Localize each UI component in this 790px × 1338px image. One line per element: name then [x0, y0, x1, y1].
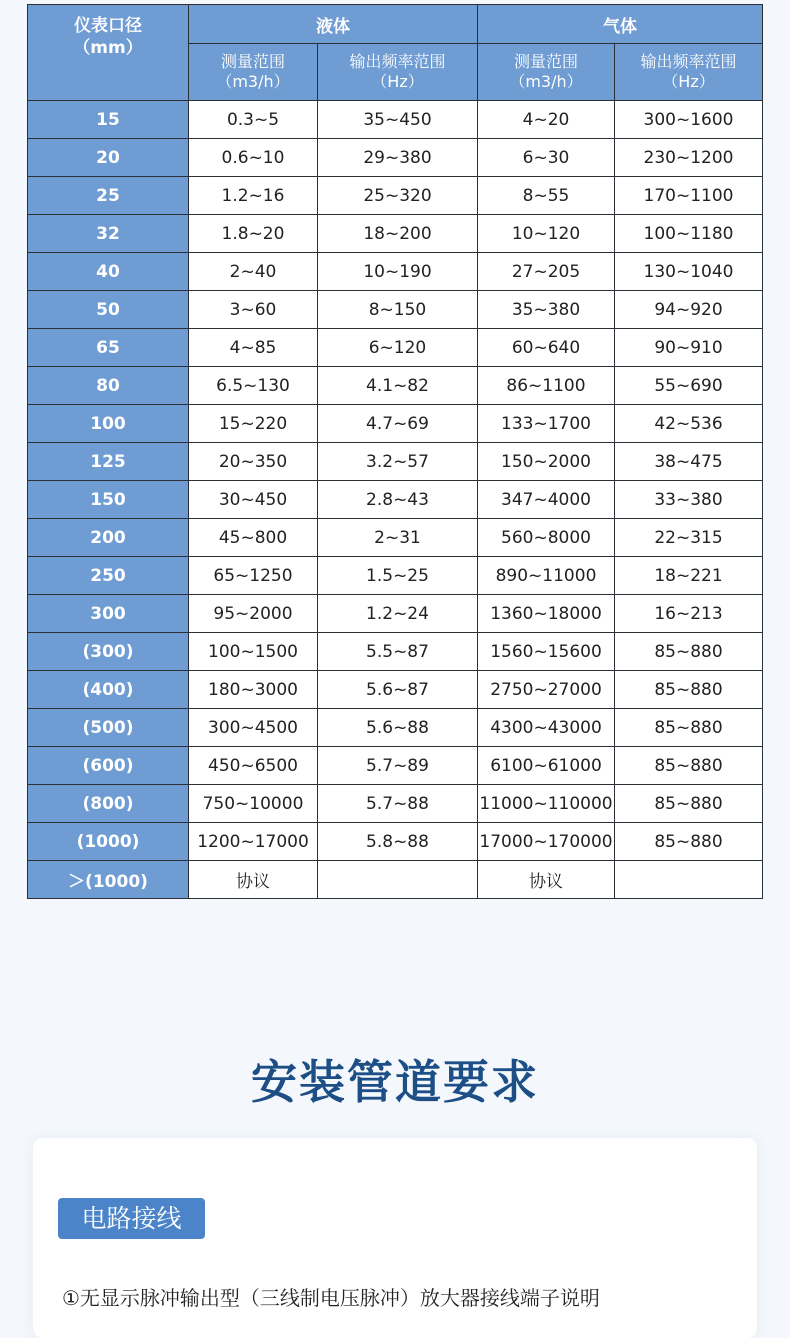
- table-row: [28, 291, 763, 329]
- gas-freq-header: [615, 44, 763, 101]
- diameter-cell: (500): [28, 709, 189, 747]
- table-row: [28, 443, 763, 481]
- gas-freq-cell: 85~880: [615, 823, 763, 861]
- liquid-flow-label: 测量范围: [220, 52, 285, 71]
- table-row: [28, 481, 763, 519]
- diameter-cell: 32: [28, 215, 189, 253]
- gas-freq-cell: 55~690: [615, 367, 763, 405]
- liquid-freq-cell: 5.7~88: [318, 785, 478, 823]
- gas-freq-cell: 42~536: [615, 405, 763, 443]
- liquid-flow-cell: 65~1250: [189, 557, 318, 595]
- spec-table: [27, 4, 763, 899]
- gas-freq-cell: 300~1600: [615, 101, 763, 139]
- liquid-flow-cell: 30~450: [189, 481, 318, 519]
- gas-flow-cell: 1560~15600: [478, 633, 615, 671]
- diameter-cell: 20: [28, 139, 189, 177]
- liquid-freq-cell: 3.2~57: [318, 443, 478, 481]
- diameter-cell: ＞(1000): [28, 861, 189, 899]
- table-row: [28, 557, 763, 595]
- liquid-freq-cell: 5.5~87: [318, 633, 478, 671]
- gas-freq-cell: 130~1040: [615, 253, 763, 291]
- table-row: [28, 785, 763, 823]
- table-row: [28, 595, 763, 633]
- liquid-flow-cell: 750~10000: [189, 785, 318, 823]
- table-row: [28, 747, 763, 785]
- gas-freq-cell: 18~221: [615, 557, 763, 595]
- gas-freq-cell: 85~880: [615, 671, 763, 709]
- gas-flow-cell: 4~20: [478, 101, 615, 139]
- wiring-note: ①无显示脉冲输出型（三线制电压脉冲）放大器接线端子说明: [62, 1286, 600, 1310]
- liquid-flow-cell: 3~60: [189, 291, 318, 329]
- liquid-freq-cell: 2~31: [318, 519, 478, 557]
- liquid-flow-cell: 100~1500: [189, 633, 318, 671]
- table-row: [28, 861, 763, 899]
- gas-freq-cell: 85~880: [615, 633, 763, 671]
- diameter-cell: 150: [28, 481, 189, 519]
- diameter-cell: 80: [28, 367, 189, 405]
- liquid-freq-cell: 5.6~87: [318, 671, 478, 709]
- liquid-freq-cell: 29~380: [318, 139, 478, 177]
- table-row: [28, 405, 763, 443]
- liquid-flow-cell: 450~6500: [189, 747, 318, 785]
- liquid-freq-cell: 5.6~88: [318, 709, 478, 747]
- diameter-cell: (400): [28, 671, 189, 709]
- liquid-flow-cell: 1.8~20: [189, 215, 318, 253]
- diameter-cell: 50: [28, 291, 189, 329]
- gas-flow-cell: 890~11000: [478, 557, 615, 595]
- gas-freq-cell: 170~1100: [615, 177, 763, 215]
- gas-flow-cell: 560~8000: [478, 519, 615, 557]
- liquid-freq-cell: 10~190: [318, 253, 478, 291]
- gas-freq-cell: 22~315: [615, 519, 763, 557]
- gas-flow-cell: 347~4000: [478, 481, 615, 519]
- liquid-flow-header: [189, 44, 318, 101]
- liquid-flow-cell: 45~800: [189, 519, 318, 557]
- gas-freq-cell: 85~880: [615, 747, 763, 785]
- diameter-cell: 125: [28, 443, 189, 481]
- liquid-freq-cell: 4.1~82: [318, 367, 478, 405]
- table-row: [28, 633, 763, 671]
- gas-freq-cell: 85~880: [615, 785, 763, 823]
- table-row: [28, 367, 763, 405]
- diameter-cell: 15: [28, 101, 189, 139]
- gas-flow-cell: 10~120: [478, 215, 615, 253]
- liquid-flow-cell: 1200~17000: [189, 823, 318, 861]
- gas-flow-cell: 2750~27000: [478, 671, 615, 709]
- table-row: [28, 177, 763, 215]
- liquid-freq-cell: 1.5~25: [318, 557, 478, 595]
- table-row: [28, 253, 763, 291]
- table-row: [28, 101, 763, 139]
- liquid-flow-cell: 6.5~130: [189, 367, 318, 405]
- liquid-freq-cell: 6~120: [318, 329, 478, 367]
- liquid-freq-unit: （Hz）: [371, 72, 424, 91]
- liquid-flow-cell: 2~40: [189, 253, 318, 291]
- gas-flow-cell: 1360~18000: [478, 595, 615, 633]
- gas-freq-cell: 100~1180: [615, 215, 763, 253]
- liquid-flow-cell: 180~3000: [189, 671, 318, 709]
- table-row: [28, 519, 763, 557]
- gas-freq-cell: 16~213: [615, 595, 763, 633]
- liquid-flow-cell: 协议: [189, 861, 318, 899]
- gas-flow-cell: 6100~61000: [478, 747, 615, 785]
- gas-freq-cell: 230~1200: [615, 139, 763, 177]
- diameter-header: [28, 5, 189, 101]
- gas-flow-label: 测量范围: [513, 52, 578, 71]
- liquid-freq-cell: [318, 861, 478, 899]
- liquid-freq-cell: 4.7~69: [318, 405, 478, 443]
- diameter-unit: （mm）: [73, 38, 143, 58]
- diameter-cell: 200: [28, 519, 189, 557]
- liquid-flow-cell: 0.6~10: [189, 139, 318, 177]
- diameter-cell: (600): [28, 747, 189, 785]
- header-row-1: [28, 5, 763, 44]
- diameter-cell: 25: [28, 177, 189, 215]
- liquid-flow-cell: 15~220: [189, 405, 318, 443]
- diameter-cell: (800): [28, 785, 189, 823]
- diameter-cell: 65: [28, 329, 189, 367]
- liquid-flow-cell: 0.3~5: [189, 101, 318, 139]
- liquid-freq-cell: 25~320: [318, 177, 478, 215]
- gas-freq-cell: 94~920: [615, 291, 763, 329]
- diameter-cell: 100: [28, 405, 189, 443]
- gas-header: 气体: [478, 5, 763, 44]
- gas-freq-cell: 85~880: [615, 709, 763, 747]
- liquid-freq-header: [318, 44, 478, 101]
- gas-freq-label: 输出频率范围: [640, 52, 737, 71]
- gas-flow-cell: 协议: [478, 861, 615, 899]
- liquid-freq-cell: 18~200: [318, 215, 478, 253]
- gas-flow-cell: 6~30: [478, 139, 615, 177]
- diameter-cell: (300): [28, 633, 189, 671]
- gas-flow-cell: 4300~43000: [478, 709, 615, 747]
- gas-flow-cell: 133~1700: [478, 405, 615, 443]
- diameter-cell: 250: [28, 557, 189, 595]
- gas-freq-cell: 38~475: [615, 443, 763, 481]
- liquid-flow-unit: （m3/h）: [216, 72, 290, 91]
- table-row: [28, 215, 763, 253]
- section-title: 安装管道要求: [251, 1055, 539, 1109]
- table-row: [28, 329, 763, 367]
- gas-flow-cell: 27~205: [478, 253, 615, 291]
- liquid-header: 液体: [189, 5, 478, 44]
- gas-freq-cell: 90~910: [615, 329, 763, 367]
- table-row: [28, 709, 763, 747]
- gas-freq-cell: [615, 861, 763, 899]
- gas-flow-header: [478, 44, 615, 101]
- liquid-freq-cell: 1.2~24: [318, 595, 478, 633]
- gas-flow-cell: 86~1100: [478, 367, 615, 405]
- liquid-freq-label: 输出频率范围: [349, 52, 446, 71]
- table-row: [28, 139, 763, 177]
- gas-flow-cell: 150~2000: [478, 443, 615, 481]
- liquid-freq-cell: 5.7~89: [318, 747, 478, 785]
- liquid-flow-cell: 4~85: [189, 329, 318, 367]
- liquid-flow-cell: 95~2000: [189, 595, 318, 633]
- diameter-cell: 40: [28, 253, 189, 291]
- gas-flow-cell: 35~380: [478, 291, 615, 329]
- table-row: [28, 671, 763, 709]
- gas-flow-cell: 8~55: [478, 177, 615, 215]
- table-row: [28, 823, 763, 861]
- gas-flow-unit: （m3/h）: [509, 72, 583, 91]
- liquid-flow-cell: 300~4500: [189, 709, 318, 747]
- spec-table-body: [28, 101, 763, 899]
- liquid-flow-cell: 1.2~16: [189, 177, 318, 215]
- liquid-freq-cell: 5.8~88: [318, 823, 478, 861]
- liquid-flow-cell: 20~350: [189, 443, 318, 481]
- liquid-freq-cell: 8~150: [318, 291, 478, 329]
- liquid-freq-cell: 35~450: [318, 101, 478, 139]
- gas-freq-cell: 33~380: [615, 481, 763, 519]
- diameter-cell: (1000): [28, 823, 189, 861]
- gas-flow-cell: 17000~170000: [478, 823, 615, 861]
- diameter-label: 仪表口径: [74, 16, 142, 36]
- gas-flow-cell: 11000~110000: [478, 785, 615, 823]
- gas-freq-unit: （Hz）: [662, 72, 715, 91]
- liquid-freq-cell: 2.8~43: [318, 481, 478, 519]
- wiring-tag: 电路接线: [58, 1198, 205, 1239]
- gas-flow-cell: 60~640: [478, 329, 615, 367]
- diameter-cell: 300: [28, 595, 189, 633]
